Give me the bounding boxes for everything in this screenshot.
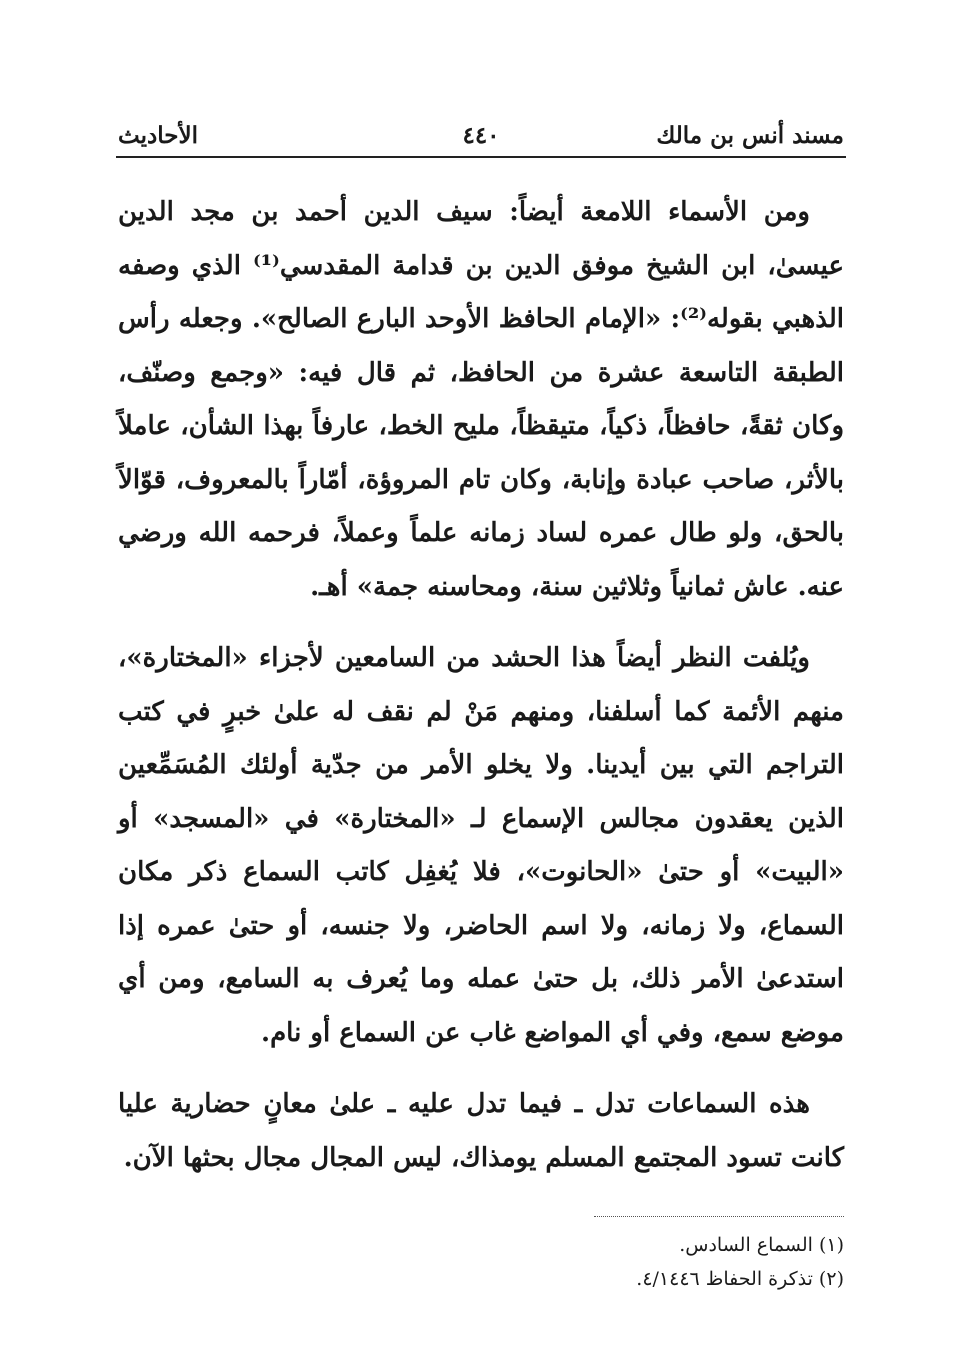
footnote-separator xyxy=(594,1216,844,1217)
paragraph-1: ومن الأسماء اللامعة أيضاً: سيف الدين أحمد بن مجد الدين عيسىٰ، ابن الشيخ موفق الدين بن قدامة المقدسي⁽¹⁾ الذي وصفه الذهبي بقوله⁽²⁾: «الإمام الحافظ الأوحد البارع الصالح». وجعله رأس الطبقة التاسعة عشرة من الحافظ، ثم قال فيه: «وجمع وصنّف، وكان ثقةً، حافظاً، ذكياً، متيقظاً، مليح الخط، عارفاً بهذا الشأن، عاملاً بالأثر، صاحب عبادة وإنابة، وكان تام المروؤة، أمّاراً بالمعروف، قوّالاً بالحق، ولو طال عمره لساد زمانه علماً وعملاً، فرحمه الله ورضي عنه. عاش ثمانياً وثلاثين سنة، ومحاسنه جمة» أهـ. xyxy=(118,197,845,602)
paragraph-3: هذه السماعات تدل ـ فيما تدل عليه ـ علىٰ معانٍ حضارية عليا كانت تسود المجتمع المسلم يومذاك، ليس المجال مجال بحثها الآن. xyxy=(118,1089,844,1173)
book-title: مسند أنس بن مالك xyxy=(656,122,844,149)
page-number: ٤٤٠ xyxy=(462,122,500,149)
page-body xyxy=(118,186,844,1203)
running-header xyxy=(118,118,844,158)
paragraph-2: ويُلفت النظر أيضاً هذا الحشد من السامعين لأجزاء «المختارة»، منهم الأئمة كما أسلفنا، ومنهم مَنْ لم نقف له علىٰ خبرٍ في كتب التراجم التي بين أيدينا. ولا يخلو الأمر من جدّية أولئك المُسَمِّعين الذين يعقدون مجالس الإسماع لـ «المختارة» في «المسجد» أو «البيت» أو حتىٰ «الحانوت»، فلا يُغفِل كاتب السماع ذكر مكان السماع، ولا زمانه، ولا اسم الحاضر، ولا جنسه، أو حتىٰ عمره إذا استدعىٰ الأمر ذلك، بل حتىٰ عمله وما يُعرف به السامع، ومن أي موضع سمع، وفي أي المواضع غاب عن السماع أو نام. xyxy=(118,643,844,1048)
footnote-2: (٢) تذكرة الحفاظ ٤/١٤٤٦. xyxy=(636,1268,844,1290)
header-rule xyxy=(116,156,846,158)
footnote-1: (١) السماع السادس. xyxy=(679,1234,844,1256)
footnotes xyxy=(244,1228,844,1296)
section-title: الأحاديث xyxy=(118,122,198,149)
